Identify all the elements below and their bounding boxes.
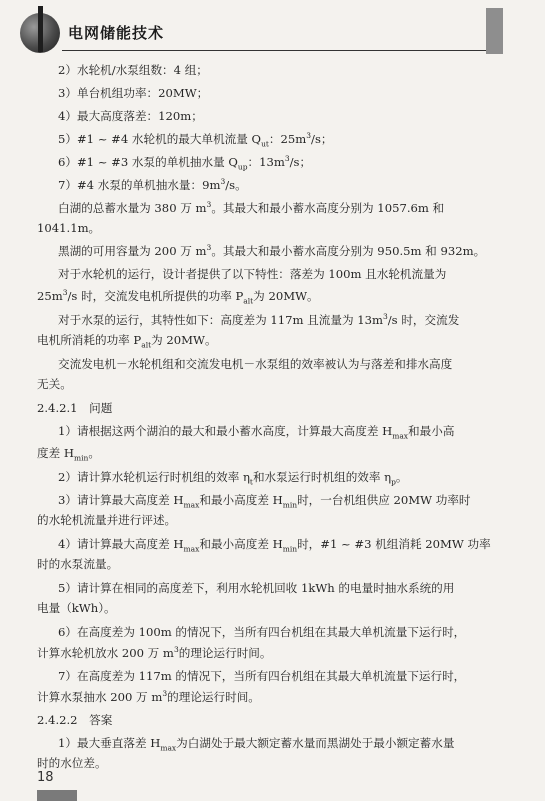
header-tab-block bbox=[486, 8, 503, 54]
question-line: 7）在高度差为 117m 的情况下，当所有四台机组在其最大单机流量下运行时， bbox=[58, 669, 466, 683]
question-line: 电量（kWh）。 bbox=[37, 601, 116, 615]
question-line: 计算水泵抽水 200 万 $m^3$的理论运行时间。 bbox=[37, 689, 260, 704]
body-line: 电机所消耗的功率 $P_{alt}$为 20MW。 bbox=[37, 333, 217, 350]
question-line: 2）请计算水轮机运行时机组的效率 $\eta_t$和水泵运行时机组的效率 $\eta_p$。 bbox=[58, 470, 408, 487]
body-line: 对于水轮机的运行，设计者提供了以下特性：落差为 100m 且水轮机流量为 bbox=[58, 267, 447, 281]
section-heading: 2.4.2.2 答案 bbox=[37, 713, 113, 727]
answer-line: 时的水位差。 bbox=[37, 756, 107, 770]
page-number: 18 bbox=[37, 770, 54, 785]
param-line: 3）单台机组功率：20MW； bbox=[58, 86, 209, 100]
answer-line: 1）最大垂直落差 $H_{max}$为白湖处于最大额定蓄水量而黑湖处于最小额定蓄水量 bbox=[58, 736, 455, 753]
param-line: 5）#1 ~ #4 水轮机的最大单机流量 $Q_{ut}$：$25m^3/s$； bbox=[58, 131, 333, 149]
header-rule bbox=[62, 50, 502, 51]
question-line: 度差 $H_{min}$。 bbox=[37, 446, 100, 463]
question-line: 6）在高度差为 100m 的情况下，当所有四台机组在其最大单机流量下运行时， bbox=[58, 625, 466, 639]
section-heading: 2.4.2.1 问题 bbox=[37, 401, 113, 415]
body-line: 无关。 bbox=[37, 377, 72, 391]
body-line: 黑湖的可用容量为 200 万 $m^3$。其最大和最小蓄水高度分别为 950.5m 和 932m。 bbox=[58, 243, 486, 258]
running-title: 电网储能技术 bbox=[68, 24, 165, 42]
question-line: 计算水轮机放水 200 万 $m^3$的理论运行时间。 bbox=[37, 645, 272, 660]
body-line: 交流发电机－水轮机组和交流发电机－水泵组的效率被认为与落差和排水高度 bbox=[58, 357, 453, 371]
param-line: 6）#1 ~ #3 水泵的单机抽水量 $Q_{up}$：$13m^3/s$； bbox=[58, 154, 312, 172]
question-line: 的水轮机流量并进行评述。 bbox=[37, 513, 177, 527]
param-line: 2）水轮机/水泵组数：4 组； bbox=[58, 63, 208, 77]
page-header bbox=[0, 0, 545, 60]
body-line: 白湖的总蓄水量为 380 万 $m^3$。其最大和最小蓄水高度分别为 1057.6m 和 bbox=[58, 200, 445, 215]
body-line: 1041.1m。 bbox=[37, 221, 101, 235]
param-line: 4）最大高度落差：120m； bbox=[58, 109, 203, 123]
question-line: 5）请计算在相同的高度差下，利用水轮机回收 1kWh 的电量时抽水系统的用 bbox=[58, 581, 455, 595]
param-line: 7）#4 水泵的单机抽水量：$9m^3/s$。 bbox=[58, 177, 247, 192]
question-line: 1）请根据这两个湖泊的最大和最小蓄水高度，计算最大高度差 $H_{max}$和最小高 bbox=[58, 424, 455, 441]
question-line: 3）请计算最大高度差 $H_{max}$和最小高度差 $H_{min}$时，一台机组供应 20MW 功率时 bbox=[58, 493, 471, 510]
question-line: 4）请计算最大高度差 $H_{max}$和最小高度差 $H_{min}$时，#1 ~ #3 机组消耗 20MW 功率 bbox=[58, 537, 491, 554]
body-line: 对于水泵的运行，其特性如下：高度差为 117m 且流量为 $13m^3/s$ 时，交流发 bbox=[58, 312, 460, 327]
logo-bar bbox=[38, 6, 43, 52]
body-line: $25m^3/s$ 时，交流发电机所提供的功率 $P_{alt}$为 20MW。 bbox=[37, 288, 319, 306]
page-number-bar bbox=[37, 790, 77, 801]
question-line: 时的水泵流量。 bbox=[37, 557, 119, 571]
